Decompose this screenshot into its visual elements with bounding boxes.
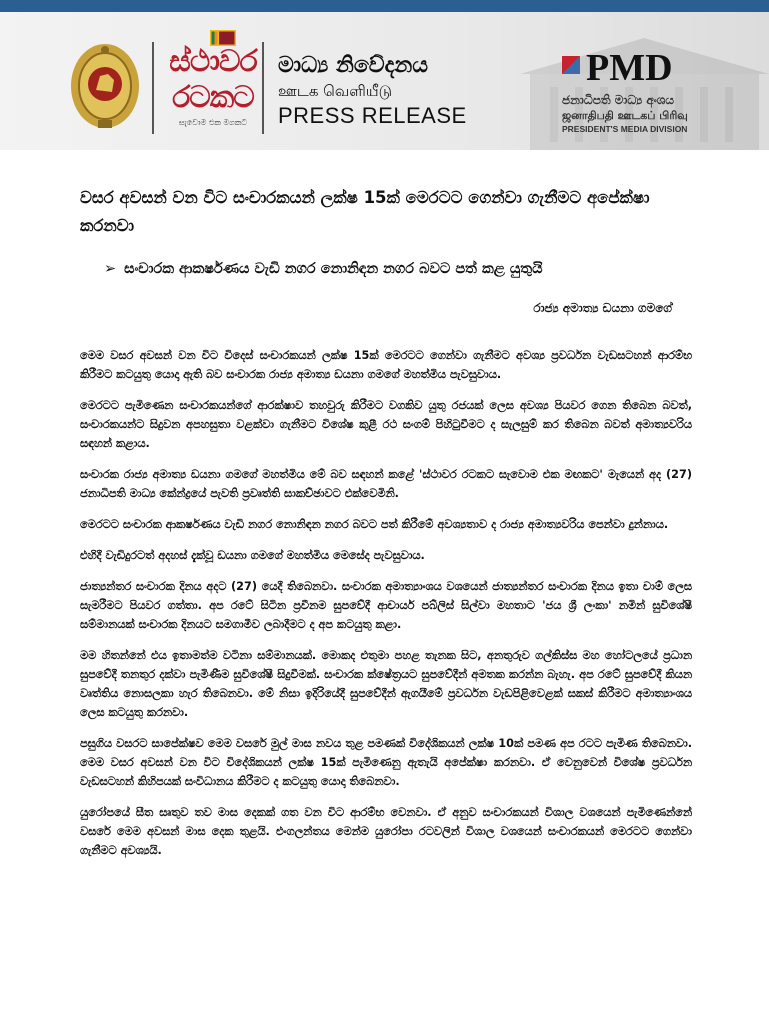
- press-release-label: [278, 52, 467, 130]
- top-color-bar: [0, 0, 769, 12]
- article-author: රාජ්‍ය අමාත්‍ය ඩයනා ගමගේ: [533, 301, 672, 315]
- pmd-sinhala: ජනාධිපති මාධ්‍ය අංශය: [562, 93, 675, 107]
- sri-lanka-emblem-icon: [68, 40, 142, 132]
- pmd-subtitle: [562, 92, 688, 135]
- paragraph: මෙරටට පැමිණෙන සංචාරකයන්ගේ ආරක්ෂාව තහවුරු කිරීමට වගකිව යුතු රජයක් ලෙස අවශ්‍ය පියවර ගෙන තිබෙන බවත්, සංචාරකයන්ට සිදුවන අපහසුතා වළක්වා ගැනීමට විශේෂ කුළී රථ සංගම් පිහිටුවීමට ද සැලසුම් කර තිබෙන බවත් අමාත්‍යවරිය සඳහන් කළාය.: [80, 399, 692, 450]
- press-release-sinhala: මාධ්‍ය නිවේදනය: [278, 53, 429, 78]
- brand-line-2: රටකට: [172, 80, 254, 115]
- brand-tagline: සැවොම එක මගකට: [178, 118, 248, 127]
- article-title: වසර අවසන් වන විට සංචාරකයන් ලක්ෂ 15ක් මෙරටට ගෙන්වා ගැනීමට අපේක්ෂා කරනවා: [80, 188, 650, 235]
- header-divider: [152, 42, 154, 134]
- brand-line-1: ස්ථාවර: [169, 44, 257, 79]
- paragraph: පසුගිය වසරට සාපේක්ෂව මෙම වසරේ මුල් මාස නවය තුළ පමණක් විදේශිකයන් ලක්ෂ 10ක් පමණ අප රටට පැමිණ තිබෙනවා. මෙම වසර අවසන් වන විට විදේශිකයන් ලක්ෂ 15ක් පැමිණෙනු ඇතැයි අපේක්ෂා කරනවා. ඒ වෙනුවෙන් විශේෂ ප්‍රවර්ධන වැඩසටහන් කිහිපයක් සංවිධානය කිරීමට ද කටයුතු යොදා තිබෙනවා.: [80, 737, 692, 788]
- pmd-logo-text: PMD: [586, 47, 673, 89]
- paragraph: සංචාරක රාජ්‍ය අමාත්‍ය ඩයනා ගමගේ මහත්මිය මේ බව සඳහන් කළේ 'ස්ථාවර රටකට සැවොම එක මඟකට' මැයෙන් අද (27) ජනාධිපති මාධ්‍ය කේන්ද්‍රයේ පැවති ප්‍රවෘත්ති සාකච්ඡාවට එක්වෙමිනි.: [80, 468, 692, 500]
- paragraph: මෙරටට සංචාරක ආකර්ෂණය වැඩි නගර නොනිඳන නගර බවට පත් කිරීමේ අවශ්‍යතාව ද රාජ්‍ය අමාත්‍යවරිය පෙන්වා දුන්නාය.: [80, 518, 669, 531]
- press-release-english: PRESS RELEASE: [278, 103, 467, 128]
- arrow-bullet-icon: ➢: [104, 261, 117, 277]
- paragraph: යුරෝපයේ සීත සෘතුව තව මාස දෙකක් ගත වන විට ආරම්භ වෙනවා. ඒ අනුව සංචාරකයන් විශාල වශයෙන් පැමිණෙන්නේ වසරේ මෙම අවසන් මාස දෙක තුළයි. එංගලන්තය මෙන්ම යුරෝපා රටවලින් විශාල වශයෙන් සංචාරකයන් මෙරටට ගෙන්වා ගැනීමට අවශ්‍යයි.: [80, 806, 692, 857]
- article-subheading: [104, 258, 692, 280]
- pmd-english: PRESIDENT'S MEDIA DIVISION: [562, 124, 688, 134]
- paragraph: ජාත්‍යන්තර සංචාරක දිනය අදට (27) යෙදී තිබෙනවා. සංචාරක අමාත්‍යාංශය වශයෙන් ජාත්‍යන්තර සංචාරක දිනය ඉතා චාම් ලෙස සැමරීමට පියවර ගත්තා. අප රටේ සිටින ප්‍රවීනම සුපවේදී ආචාර්ය පබ්ලිස් සිල්වා මහතාට 'ජය ශ්‍රී ලංකා' නමින් සුවිශේෂී සම්මානයක් සංචාරක දිනයට සමගාමීව ලබාදීමට ද අප කටයුතු කළා.: [80, 580, 692, 631]
- paragraph: එහිදී වැඩිදුරටත් අදහස් දැක්වූ ඩයනා ගමගේ මහත්මිය මෙසේද පැවසුවාය.: [80, 549, 425, 562]
- press-release-header: [0, 12, 769, 150]
- subheading-text: සංචාරක ආකර්ෂණය වැඩි නගර නොනිඳන නගර බවට පත් කළ යුතුයි: [124, 261, 543, 277]
- paragraph: මෙම වසර අවසන් වන විට විදෙස් සංචාරකයන් ලක්ෂ 15ක් මෙරටට ගෙන්වා ගැනීමට අවශ්‍ය ප්‍රවර්ධන වැඩසටහන් ආරම්භ කිරීමට කටයුතු යොදා ඇති බව සංචාරක රාජ්‍ය අමාත්‍ය ඩයනා ගමගේ මහත්මිය පැවසුවාය.: [80, 349, 692, 381]
- paragraph: මම හිතන්නේ එය ඉතාමත්ම වටිනා සම්මානයක්. මොකද එතුමා පහළ තැනක සිට, අනතුරුව ගල්කිස්ස මහ හෝටලයේ ප්‍රධාන සුපවේදී තනතුර දක්වා පැමිණීම සුවිශේෂී සිදුවීමක්. සංචාරක ක්ෂේත්‍රයට සුපවේදීන් අමතක කරන්න බැහැ. අප රටේ සුපවේදී කියන වෘත්තිය නොසලකා හැර තිබෙනවා. මේ නිසා ඉදිරියේදී සුපවේදීන් ඇගයීමේ ප්‍රවර්ධන වැඩපිළිවෙළක් සකස් කිරීමට අමාත්‍යාංශය ලෙස කටයුතු කරනවා.: [80, 649, 692, 719]
- pmd-tamil: ஜனாதிபதி ஊடகப் பிரிவு: [562, 109, 688, 122]
- article-body: [80, 184, 692, 872]
- press-release-tamil: ஊடக வெளியீடு: [278, 82, 393, 100]
- pmd-square-mark-icon: [562, 56, 580, 74]
- brand-logo: [168, 44, 258, 128]
- header-divider: [262, 42, 264, 134]
